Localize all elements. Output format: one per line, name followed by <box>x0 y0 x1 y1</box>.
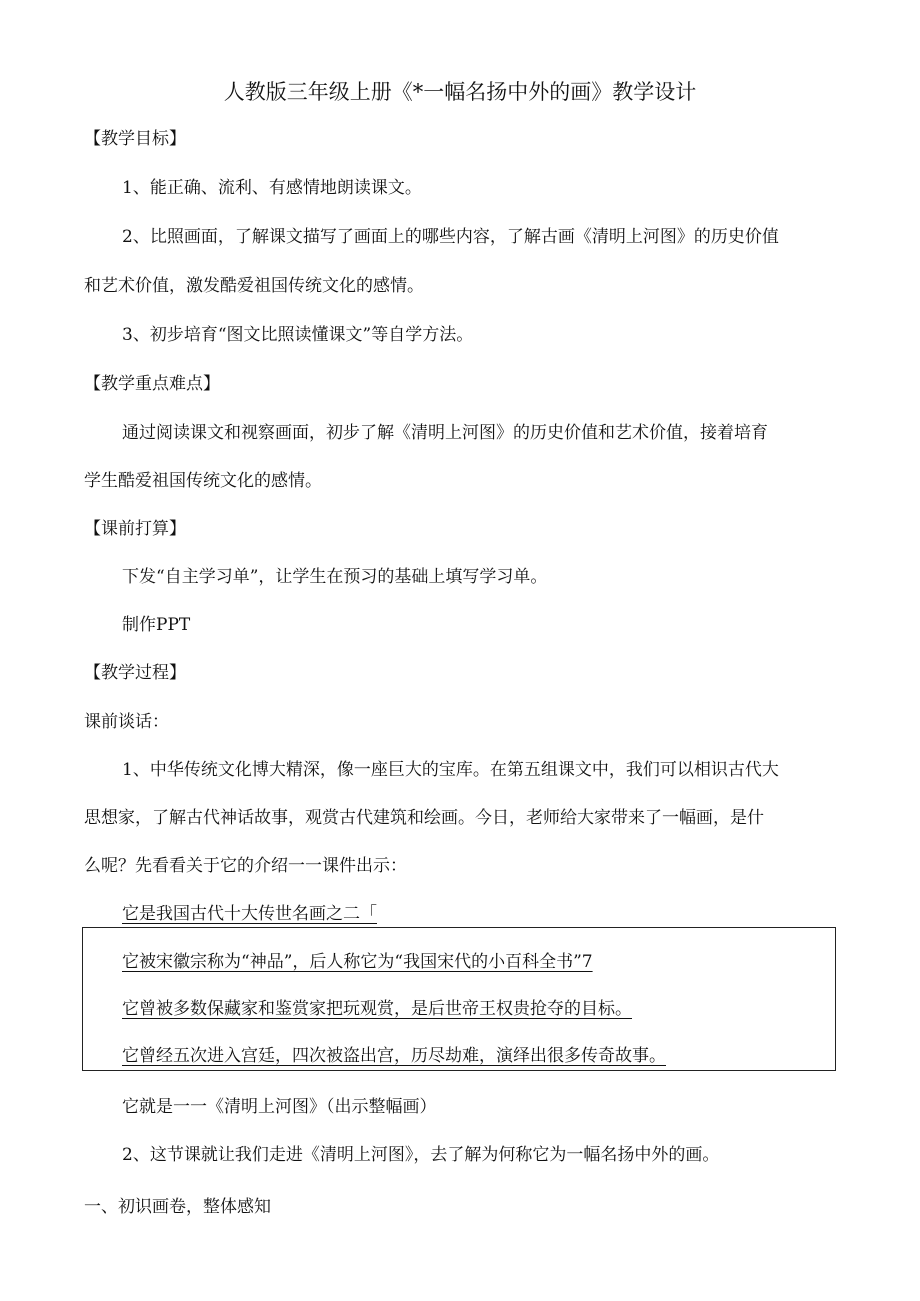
quote-line-1: 它是我国古代十大传世名画之二「 <box>122 904 377 924</box>
key-points-heading: 【教学重点难点】 <box>84 374 220 394</box>
lesson-intro-line: 2、这节课就让我们走进《清明上河图》，去了解为何称它为一幅名扬中外的画。 <box>122 1145 720 1165</box>
goal-item-3: 3、初步培育“图文比照读懂课文”等自学方法。 <box>122 325 474 345</box>
goal-item-1: 1、能正确、流利、有感情地朗读课文。 <box>122 178 422 198</box>
talk-paragraph-line-1: 1、中华传统文化博大精深，像一座巨大的宝库。在第五组课文中，我们可以相识古代大 <box>122 760 779 780</box>
goal-item-2: 2、比照画面，了解课文描写了画面上的哪些内容，了解古画《清明上河图》的历史价值 <box>122 227 779 247</box>
talk-paragraph-line-2: 思想家，了解古代神话故事，观赏古代建筑和绘画。今日，老师给大家带来了一幅画，是什 <box>84 808 764 828</box>
key-points-text-continued: 学生酷爱祖国传统文化的感情。 <box>84 471 322 491</box>
preparation-item-2: 制作PPT <box>122 615 191 635</box>
key-points-text: 通过阅读课文和视察画面，初步了解《清明上河图》的历史价值和艺术价值，接着培育 <box>122 423 768 443</box>
quote-line-4: 它曾经五次进入宫廷，四次被盗出宫，历尽劫难，演绎出很多传奇故事。 <box>122 1046 666 1066</box>
quote-line-3: 它曾被多数保藏家和鉴赏家把玩观赏，是后世帝王权贵抢夺的目标。 <box>122 999 632 1019</box>
quote-line-2: 它被宋徽宗称为“神品”，后人称它为“我国宋代的小百科全书”7 <box>122 952 593 972</box>
reveal-painting-line: 它就是一一《清明上河图》（出示整幅画） <box>122 1097 437 1117</box>
pre-class-talk-heading: 课前谈话： <box>84 712 169 732</box>
preparation-heading: 【课前打算】 <box>84 519 186 539</box>
talk-paragraph-line-3: 么呢？先看看关于它的介绍一一课件出示： <box>84 856 407 876</box>
goal-item-2-continued: 和艺术价值，激发酷爱祖国传统文化的感情。 <box>84 276 424 296</box>
part-one-heading: 一、初识画卷，整体感知 <box>84 1197 271 1217</box>
document-title: 人教版三年级上册《*一幅名扬中外的画》教学设计 <box>223 80 697 104</box>
goals-heading: 【教学目标】 <box>84 129 186 149</box>
preparation-item-1: 下发“自主学习单”，让学生在预习的基础上填写学习单。 <box>122 567 548 587</box>
process-heading: 【教学过程】 <box>84 663 186 683</box>
